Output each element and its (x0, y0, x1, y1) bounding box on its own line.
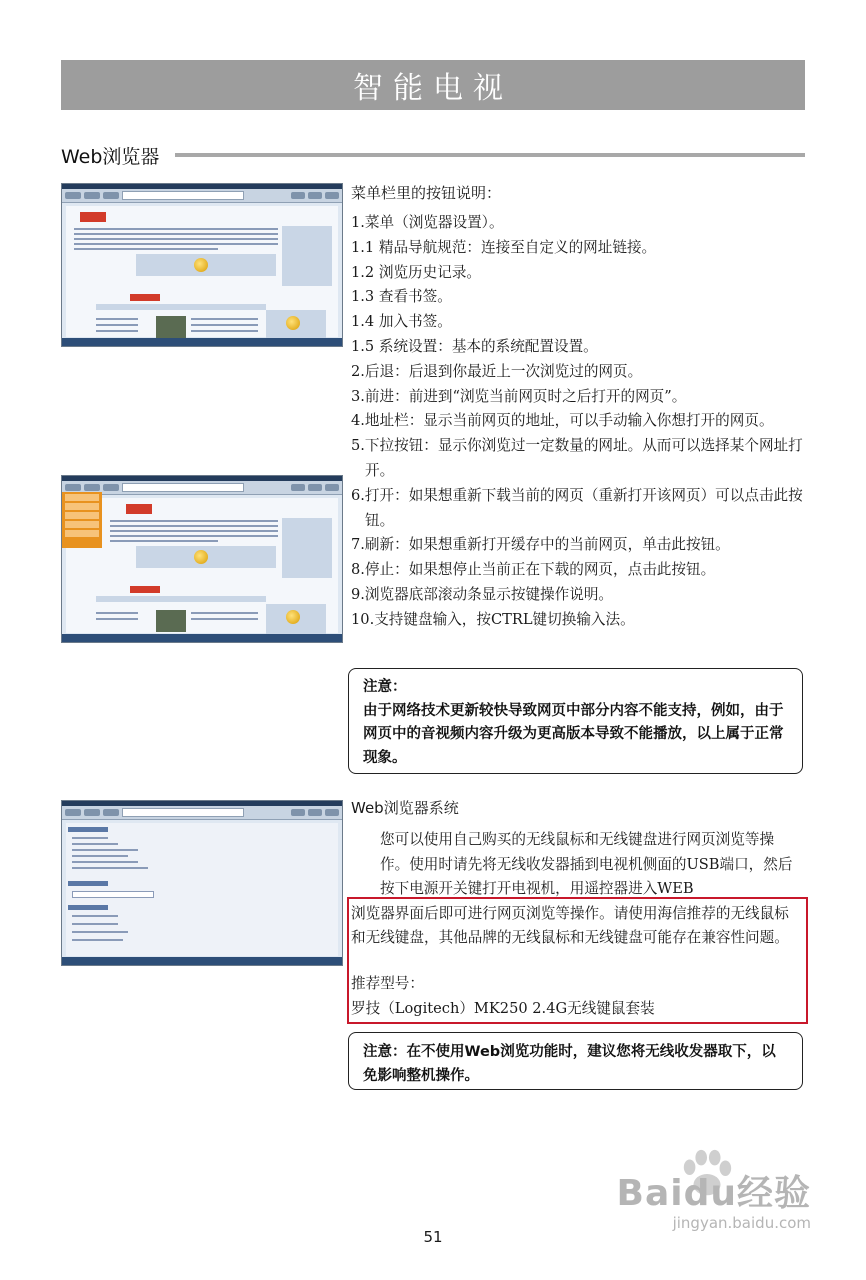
list-item: 8.停止：如果想停止当前正在下载的网页，点击此按钮。 (351, 561, 716, 579)
menu-button-list (351, 211, 803, 633)
watermark-brand: Baidu经验 (616, 1173, 811, 1214)
browser-screenshot-1 (61, 183, 343, 347)
recommend-model: 罗技（Logitech）MK250 2.4G无线键鼠套装 (351, 1000, 655, 1017)
paragraph-part-1: 您可以使用自己购买的无线鼠标和无线键盘进行网页浏览等操作。使用时请先将无线收发器插到电视机侧面的USB端口，然后按下电源开关键打开电视机，用遥控器进入WEB (380, 831, 793, 897)
recommend-label: 推荐型号： (351, 975, 424, 992)
list-item: 6.打开：如果想重新下载当前的网页（重新打开该网页）可以点击此按钮。 (351, 486, 803, 529)
section-title: Web浏览器 (61, 146, 160, 168)
browser-menu-popup (62, 492, 102, 548)
watermark-url: jingyan.baidu.com (672, 1214, 811, 1232)
menu-caption: 菜单栏里的按钮说明： (351, 184, 502, 202)
page-header-bar (61, 60, 805, 110)
browser-screenshot-2 (61, 475, 343, 643)
list-item: 1.3 查看书签。 (351, 288, 452, 306)
list-item: 1.菜单（浏览器设置）。 (351, 214, 504, 231)
list-item: 1.2 浏览历史记录。 (351, 263, 482, 281)
list-item: 4.地址栏：显示当前网页的地址，可以手动输入你想打开的网页。 (351, 412, 774, 430)
list-item: 1.4 加入书签。 (351, 313, 452, 331)
web-system-title: Web浏览器系统 (351, 799, 459, 817)
section-divider (175, 153, 805, 157)
page-number: 51 (423, 1228, 443, 1246)
list-item: 9.浏览器底部滚动条显示按键操作说明。 (351, 585, 614, 603)
note-box-receiver (348, 1032, 803, 1090)
note-text: 在不使用Web浏览功能时，建议您将无线收发器取下，以免影响整机操作。 (363, 1044, 776, 1084)
list-item: 10.支持键盘输入，按CTRL键切换输入法。 (351, 610, 635, 628)
note-text: 由于网络技术更新较快导致网页中部分内容不能支持，例如，由于网页中的音视频内容升级为更高版本导致不能播放，以上属于正常现象。 (363, 702, 784, 766)
list-item: 3.前进：前进到“浏览当前网页时之后打开的网页”。 (351, 387, 687, 405)
list-item: 5.下拉按钮：显示你浏览过一定数量的网址。从而可以选择某个网址打开。 (351, 437, 803, 479)
list-item: 1.1 精品导航规范：连接至自定义的网址链接。 (351, 238, 657, 256)
list-item: 7.刷新：如果想重新打开缓存中的当前网页，单击此按钮。 (351, 536, 730, 554)
note-box-compatibility (348, 668, 803, 774)
note-label: 注意： (363, 1044, 407, 1060)
page-title: 智能电视 (353, 71, 513, 106)
list-item: 1.5 系统设置：基本的系统配置设置。 (351, 337, 598, 355)
browser-screenshot-3 (61, 800, 343, 966)
note-label: 注意： (363, 679, 407, 695)
list-item: 2.后退：后退到你最近上一次浏览过的网页。 (351, 362, 643, 380)
paragraph-part-2: 浏览器界面后即可进行网页浏览等操作。请使用海信推荐的无线鼠标和无线键盘，其他品牌的无线鼠标和无线键盘可能存在兼容性问题。 (351, 904, 789, 946)
watermark (617, 1165, 811, 1232)
